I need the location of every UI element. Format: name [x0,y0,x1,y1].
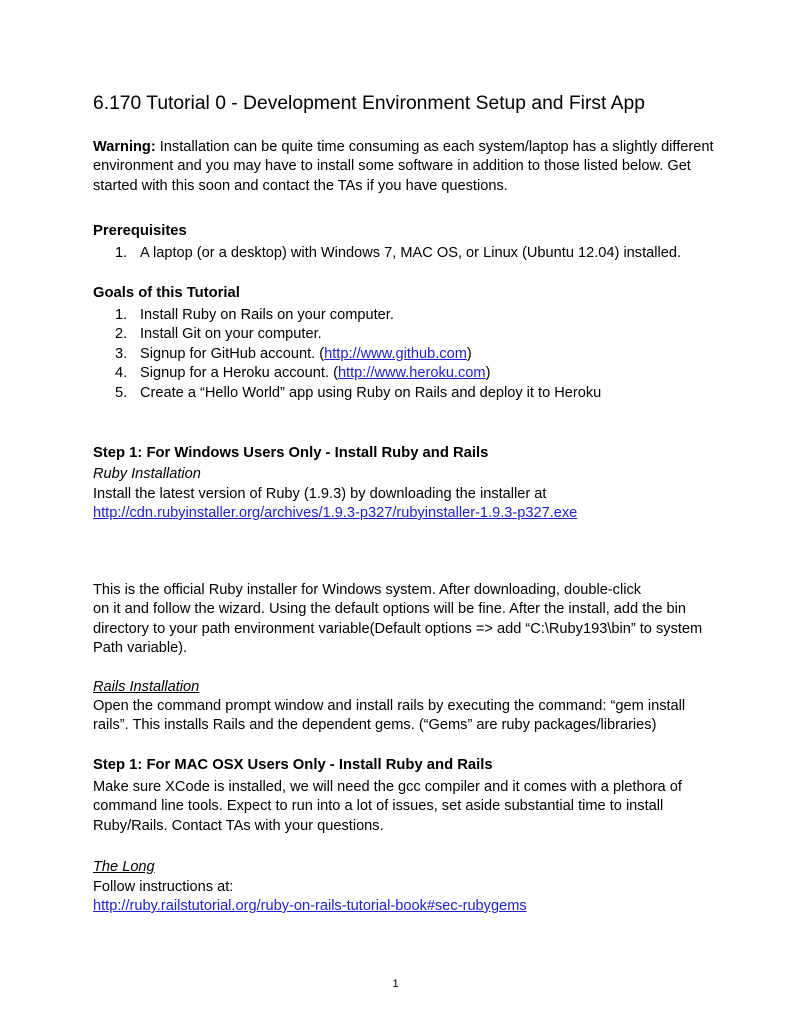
rails-install-paragraph: Open the command prompt window and install rails by executing the command: “gem install rails”. This installs Rails and the dependent gems. (“Gems” are ruby packages/libraries) [93,698,686,734]
goals-heading: Goals of this Tutorial [93,285,240,301]
list-item: 4. Signup for a Heroku account. (http://www.heroku.com) [115,365,491,382]
page-number: 1 [392,978,399,990]
ruby-install-intro: Install the latest version of Ruby (1.9.3) by downloading the installer at [93,486,547,502]
follow-instructions-text: Follow instructions at: [93,879,234,895]
page-title: 6.170 Tutorial 0 - Development Environment Setup and First App [93,93,645,114]
the-long-subheading: The Long [93,859,155,875]
list-item: 5. Create a “Hello World” app using Ruby on Rails and deploy it to Heroku [115,384,602,401]
heroku-link[interactable]: http://www.heroku.com [337,365,486,382]
windows-installer-paragraph: This is the official Ruby installer for Windows system. After downloading, double-click on it and follow the wizard. Using the default options will be fine. After the install, add the bin directory to your path environment variable(Default options => add “C:\Ruby193\bin” to system Path variable). [93,582,703,657]
warning-label: Warning: [93,139,156,155]
github-link[interactable]: http://www.github.com [324,345,467,362]
list-item: 3. Signup for GitHub account. (http://www.github.com) [115,345,472,362]
list-item: 2. Install Git on your computer. [115,326,322,343]
goals-list [93,306,733,403]
rubyinstaller-link[interactable]: http://cdn.rubyinstaller.org/archives/1.9.3-p327/rubyinstaller-1.9.3-p327.exe [93,505,578,521]
warning-paragraph [93,138,733,196]
railstutorial-link-line [93,897,733,916]
list-item: 1. A laptop (or a desktop) with Windows 7, MAC OS, or Linux (Ubuntu 12.04) installed. [115,245,682,261]
mac-paragraph: Make sure XCode is installed, we will need the gcc compiler and it comes with a plethora of command line tools. Expect to run into a lot of issues, set aside substantial time to install Ruby/Rails. Contact TAs with your questions. [93,779,682,834]
step1-windows-heading: Step 1: For Windows Users Only - Install Ruby and Rails [93,445,489,461]
step1-mac-heading: Step 1: For MAC OSX Users Only - Install Ruby and Rails [93,757,493,773]
rails-installation-subheading: Rails Installation [93,679,200,695]
ruby-installation-subheading: Ruby Installation [93,466,201,482]
list-item: 1. Install Ruby on Rails on your computer. [115,307,394,323]
railstutorial-link[interactable]: http://ruby.railstutorial.org/ruby-on-rails-tutorial-book#sec-rubygems [93,898,527,914]
warning-text: Installation can be quite time consuming as each system/laptop has a slightly different environment and you may have to install some software in addition to those listed below. Get started with this soon and contact the TAs if you have questions. [93,139,714,194]
prerequisites-list [93,244,733,263]
ruby-installer-link-line [93,504,733,523]
prerequisites-heading: Prerequisites [93,223,187,239]
